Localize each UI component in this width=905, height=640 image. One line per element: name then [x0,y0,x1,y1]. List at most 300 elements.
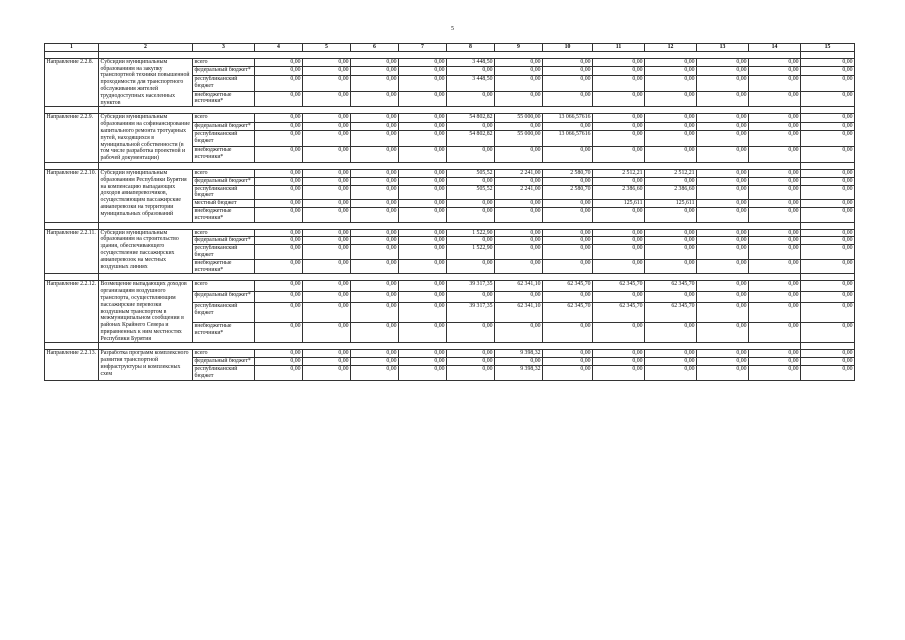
amount-cell: 0,00 [697,237,749,245]
amount-cell: 2 580,70 [543,185,593,200]
spacer-cell [193,51,255,58]
amount-cell: 0,00 [645,67,697,75]
spacer-cell [593,51,645,58]
amount-cell: 9 398,32 [495,350,543,358]
spacer-cell [399,343,447,350]
amount-cell: 0,00 [303,292,351,303]
amount-cell: 0,00 [351,169,399,177]
funding-source: федеральный бюджет* [193,358,255,366]
budget-table-sheet [44,43,854,381]
amount-cell: 0,00 [543,177,593,185]
amount-cell: 0,00 [543,207,593,222]
spacer-cell [697,107,749,114]
spacer-cell [495,274,543,281]
amount-cell: 0,00 [495,67,543,75]
amount-cell: 0,00 [749,302,801,322]
spacer-cell [255,107,303,114]
spacer-cell [303,51,351,58]
amount-cell: 0,00 [801,169,855,177]
amount-cell: 62 345,70 [593,302,645,322]
amount-cell: 0,00 [543,366,593,381]
amount-cell: 0,00 [255,169,303,177]
spacer-cell [45,222,99,229]
amount-cell: 0,00 [351,366,399,381]
budget-table [44,43,855,381]
amount-cell: 0,00 [399,323,447,343]
spacer-cell [543,343,593,350]
amount-cell: 0,00 [399,229,447,237]
amount-cell: 0,00 [593,259,645,274]
amount-cell: 0,00 [255,323,303,343]
spacer-cell [447,107,495,114]
spacer-cell [399,107,447,114]
spacer-cell [255,162,303,169]
amount-cell: 0,00 [749,237,801,245]
amount-cell: 0,00 [351,302,399,322]
amount-cell: 0,00 [351,58,399,66]
amount-cell: 0,00 [801,75,855,91]
amount-cell: 0,00 [303,302,351,322]
spacer-cell [447,274,495,281]
amount-cell: 0,00 [399,200,447,208]
amount-cell: 0,00 [303,366,351,381]
table-row [45,58,855,66]
amount-cell: 0,00 [697,358,749,366]
amount-cell: 2 241,00 [495,185,543,200]
amount-cell: 39 317,35 [447,281,495,292]
amount-cell: 0,00 [801,302,855,322]
amount-cell: 55 000,00 [495,114,543,122]
amount-cell: 0,00 [801,366,855,381]
amount-cell: 0,00 [399,207,447,222]
amount-cell: 0,00 [697,366,749,381]
amount-cell: 0,00 [303,122,351,130]
column-number-2: 2 [99,44,193,52]
amount-cell: 0,00 [399,58,447,66]
amount-cell: 0,00 [593,207,645,222]
spacer-cell [399,162,447,169]
spacer-cell [303,162,351,169]
amount-cell: 0,00 [543,292,593,303]
spacer-cell [45,274,99,281]
amount-cell: 0,00 [645,366,697,381]
column-number-10: 10 [543,44,593,52]
column-number-15: 15 [801,44,855,52]
spacer-cell [447,51,495,58]
amount-cell: 0,00 [697,292,749,303]
spacer-cell [351,343,399,350]
column-number-9: 9 [495,44,543,52]
measure-description: Субсидии муниципальным образованиям на строительство здания, обеспечивающего осуществление пассажирских авиаперевозок на местных воздушных линиях [99,229,193,274]
amount-cell: 0,00 [255,114,303,122]
amount-cell: 0,00 [645,358,697,366]
amount-cell: 0,00 [303,245,351,260]
spacer-cell [645,222,697,229]
spacer-cell [255,343,303,350]
amount-cell: 0,00 [801,114,855,122]
amount-cell: 2 580,70 [543,169,593,177]
amount-cell: 2 512,21 [593,169,645,177]
amount-cell: 0,00 [447,147,495,163]
spacer-cell [749,343,801,350]
amount-cell: 0,00 [593,75,645,91]
amount-cell: 0,00 [543,323,593,343]
amount-cell: 0,00 [351,350,399,358]
amount-cell: 2 386,60 [593,185,645,200]
direction-label: Направление 2.2.11. [45,229,99,274]
amount-cell: 0,00 [749,259,801,274]
amount-cell: 0,00 [801,147,855,163]
amount-cell: 62 345,70 [593,281,645,292]
amount-cell: 0,00 [593,177,645,185]
amount-cell: 13 066,57616 [543,114,593,122]
spacer-cell [697,343,749,350]
column-number-4: 4 [255,44,303,52]
spacer-cell [45,343,99,350]
spacer-cell [193,222,255,229]
amount-cell: 0,00 [543,58,593,66]
spacer-cell [495,222,543,229]
amount-cell: 55 000,00 [495,131,543,147]
spacer-cell [99,162,193,169]
amount-cell: 0,00 [303,147,351,163]
amount-cell: 0,00 [801,350,855,358]
amount-cell: 0,00 [447,200,495,208]
block-spacer [45,274,855,281]
spacer-cell [543,107,593,114]
amount-cell: 0,00 [645,292,697,303]
amount-cell: 0,00 [351,358,399,366]
amount-cell: 0,00 [399,245,447,260]
spacer-cell [193,274,255,281]
amount-cell: 0,00 [749,200,801,208]
amount-cell: 0,00 [801,358,855,366]
spacer-cell [645,343,697,350]
funding-source: республиканский бюджет [193,75,255,91]
amount-cell: 0,00 [495,237,543,245]
amount-cell: 0,00 [447,323,495,343]
amount-cell: 0,00 [749,245,801,260]
amount-cell: 0,00 [303,229,351,237]
amount-cell: 0,00 [801,207,855,222]
column-number-1: 1 [45,44,99,52]
funding-source: внебюджетные источники* [193,323,255,343]
amount-cell: 0,00 [645,91,697,107]
column-number-5: 5 [303,44,351,52]
amount-cell: 0,00 [697,147,749,163]
spacer-cell [801,343,855,350]
amount-cell: 0,00 [495,207,543,222]
funding-source: местный бюджет [193,200,255,208]
measure-description: Возмещение выпадающих доходов организациям воздушного транспорта, осуществляющим пассажирские перевозки воздушным транспортом в межмуниципальном сообщении в районах Крайнего Севера и приравненных к ним местностях Республики Бурятия [99,281,193,343]
column-number-13: 13 [697,44,749,52]
amount-cell: 0,00 [801,229,855,237]
amount-cell: 0,00 [543,358,593,366]
funding-source: федеральный бюджет* [193,292,255,303]
amount-cell: 0,00 [255,292,303,303]
funding-source: республиканский бюджет [193,131,255,147]
spacer-cell [593,107,645,114]
direction-label: Направление 2.2.12. [45,281,99,343]
amount-cell: 62 341,10 [495,281,543,292]
spacer-cell [99,274,193,281]
direction-label: Направление 2.2.9. [45,114,99,163]
spacer-cell [645,51,697,58]
amount-cell: 0,00 [447,366,495,381]
spacer-cell [697,51,749,58]
spacer-cell [543,51,593,58]
funding-source: всего [193,281,255,292]
amount-cell: 0,00 [697,350,749,358]
funding-source: внебюджетные источники* [193,259,255,274]
spacer-cell [645,107,697,114]
spacer-cell [645,162,697,169]
block-spacer [45,51,855,58]
spacer-cell [801,107,855,114]
amount-cell: 0,00 [697,185,749,200]
amount-cell: 54 802,82 [447,131,495,147]
amount-cell: 0,00 [399,237,447,245]
amount-cell: 0,00 [749,147,801,163]
amount-cell: 0,00 [255,122,303,130]
amount-cell: 0,00 [801,177,855,185]
spacer-cell [749,274,801,281]
amount-cell: 0,00 [351,237,399,245]
funding-source: республиканский бюджет [193,366,255,381]
table-header [45,44,855,52]
amount-cell: 3 448,50 [447,75,495,91]
amount-cell: 0,00 [749,366,801,381]
amount-cell: 0,00 [801,131,855,147]
spacer-cell [801,162,855,169]
amount-cell: 505,52 [447,169,495,177]
spacer-cell [645,274,697,281]
amount-cell: 0,00 [543,67,593,75]
amount-cell: 0,00 [593,350,645,358]
amount-cell: 0,00 [255,350,303,358]
spacer-cell [351,222,399,229]
amount-cell: 62 341,10 [495,302,543,322]
amount-cell: 0,00 [303,114,351,122]
amount-cell: 3 448,50 [447,58,495,66]
column-number-6: 6 [351,44,399,52]
amount-cell: 0,00 [303,131,351,147]
amount-cell: 0,00 [645,114,697,122]
amount-cell: 0,00 [495,259,543,274]
amount-cell: 0,00 [303,259,351,274]
amount-cell: 0,00 [645,245,697,260]
amount-cell: 0,00 [801,200,855,208]
amount-cell: 0,00 [399,67,447,75]
amount-cell: 0,00 [351,177,399,185]
amount-cell: 0,00 [543,200,593,208]
amount-cell: 13 066,57616 [543,131,593,147]
funding-source: внебюджетные источники* [193,207,255,222]
funding-source: всего [193,350,255,358]
amount-cell: 0,00 [593,58,645,66]
amount-cell: 0,00 [303,323,351,343]
amount-cell: 0,00 [697,200,749,208]
spacer-cell [495,107,543,114]
amount-cell: 0,00 [749,229,801,237]
amount-cell: 0,00 [255,366,303,381]
measure-description: Субсидии муниципальным образованиям на софинансирование капитального ремонта тротуарных путей, находящихся в муниципальной собственности (в том числе разработка проектной и рабочей документации) [99,114,193,163]
amount-cell: 0,00 [495,292,543,303]
amount-cell: 0,00 [645,177,697,185]
direction-label: Направление 2.2.13. [45,350,99,380]
amount-cell: 1 522,90 [447,229,495,237]
amount-cell: 0,00 [447,207,495,222]
amount-cell: 0,00 [303,207,351,222]
column-number-7: 7 [399,44,447,52]
amount-cell: 125,611 [645,200,697,208]
funding-source: всего [193,58,255,66]
amount-cell: 0,00 [495,245,543,260]
amount-cell: 0,00 [593,366,645,381]
table-row [45,169,855,177]
spacer-cell [801,274,855,281]
amount-cell: 0,00 [645,131,697,147]
amount-cell: 0,00 [801,67,855,75]
amount-cell: 0,00 [749,207,801,222]
amount-cell: 0,00 [749,75,801,91]
amount-cell: 2 386,60 [645,185,697,200]
spacer-cell [801,222,855,229]
amount-cell: 0,00 [697,67,749,75]
amount-cell: 0,00 [593,237,645,245]
amount-cell: 0,00 [351,323,399,343]
amount-cell: 0,00 [593,245,645,260]
funding-source: всего [193,169,255,177]
direction-label: Направление 2.2.8. [45,58,99,107]
amount-cell: 0,00 [351,200,399,208]
page-number: 5 [451,26,454,32]
amount-cell: 0,00 [645,229,697,237]
amount-cell: 0,00 [749,350,801,358]
amount-cell: 0,00 [593,229,645,237]
amount-cell: 0,00 [303,177,351,185]
amount-cell: 0,00 [543,350,593,358]
amount-cell: 0,00 [399,169,447,177]
amount-cell: 0,00 [697,302,749,322]
spacer-cell [303,343,351,350]
measure-description: Субсидии муниципальным образованиям Республики Бурятия на компенсацию выпадающих доходов авиаперевозчиков, осуществляющим пассажирские авиаперевозки на территории муниципальных образований [99,169,193,222]
spacer-cell [45,107,99,114]
table-row [45,114,855,122]
amount-cell: 0,00 [543,259,593,274]
amount-cell: 0,00 [645,259,697,274]
amount-cell: 0,00 [255,91,303,107]
amount-cell: 0,00 [543,245,593,260]
column-number-8: 8 [447,44,495,52]
spacer-cell [447,222,495,229]
amount-cell: 2 512,21 [645,169,697,177]
block-spacer [45,107,855,114]
amount-cell: 1 522,90 [447,245,495,260]
amount-cell: 0,00 [255,185,303,200]
amount-cell: 0,00 [303,58,351,66]
amount-cell: 0,00 [749,281,801,292]
spacer-cell [749,162,801,169]
amount-cell: 0,00 [351,259,399,274]
amount-cell: 0,00 [399,75,447,91]
spacer-cell [193,107,255,114]
amount-cell: 0,00 [351,91,399,107]
spacer-cell [45,51,99,58]
spacer-cell [749,51,801,58]
table-row [45,350,855,358]
amount-cell: 0,00 [801,91,855,107]
amount-cell: 0,00 [351,75,399,91]
amount-cell: 0,00 [801,281,855,292]
amount-cell: 39 317,35 [447,302,495,322]
column-number-12: 12 [645,44,697,52]
spacer-cell [193,162,255,169]
funding-source: всего [193,114,255,122]
amount-cell: 0,00 [749,131,801,147]
amount-cell: 0,00 [593,91,645,107]
amount-cell: 0,00 [749,177,801,185]
measure-description: Разработка программ комплексного развития транспортной инфраструктуры и комплексных схем [99,350,193,380]
amount-cell: 0,00 [351,229,399,237]
amount-cell: 0,00 [697,122,749,130]
spacer-cell [99,107,193,114]
spacer-cell [99,51,193,58]
amount-cell: 0,00 [495,358,543,366]
amount-cell: 0,00 [593,67,645,75]
amount-cell: 0,00 [303,200,351,208]
amount-cell: 0,00 [255,177,303,185]
amount-cell: 54 802,82 [447,114,495,122]
amount-cell: 0,00 [351,67,399,75]
amount-cell: 0,00 [303,91,351,107]
spacer-cell [99,222,193,229]
amount-cell: 0,00 [255,229,303,237]
amount-cell: 0,00 [593,114,645,122]
amount-cell: 0,00 [645,237,697,245]
amount-cell: 0,00 [399,177,447,185]
amount-cell: 0,00 [645,58,697,66]
column-number-11: 11 [593,44,645,52]
amount-cell: 0,00 [255,302,303,322]
amount-cell: 0,00 [255,200,303,208]
amount-cell: 0,00 [303,75,351,91]
amount-cell: 0,00 [495,58,543,66]
spacer-cell [351,162,399,169]
spacer-cell [593,162,645,169]
column-number-3: 3 [193,44,255,52]
amount-cell: 0,00 [399,185,447,200]
amount-cell: 0,00 [543,237,593,245]
funding-source: федеральный бюджет* [193,237,255,245]
amount-cell: 0,00 [447,67,495,75]
amount-cell: 0,00 [593,122,645,130]
amount-cell: 0,00 [593,323,645,343]
amount-cell: 0,00 [645,75,697,91]
amount-cell: 0,00 [749,114,801,122]
amount-cell: 0,00 [543,147,593,163]
amount-cell: 0,00 [255,131,303,147]
amount-cell: 0,00 [749,169,801,177]
amount-cell: 0,00 [399,114,447,122]
amount-cell: 0,00 [447,350,495,358]
spacer-cell [697,162,749,169]
amount-cell: 0,00 [303,169,351,177]
amount-cell: 0,00 [495,177,543,185]
amount-cell: 62 345,70 [543,302,593,322]
funding-source: внебюджетные источники* [193,147,255,163]
amount-cell: 0,00 [801,237,855,245]
